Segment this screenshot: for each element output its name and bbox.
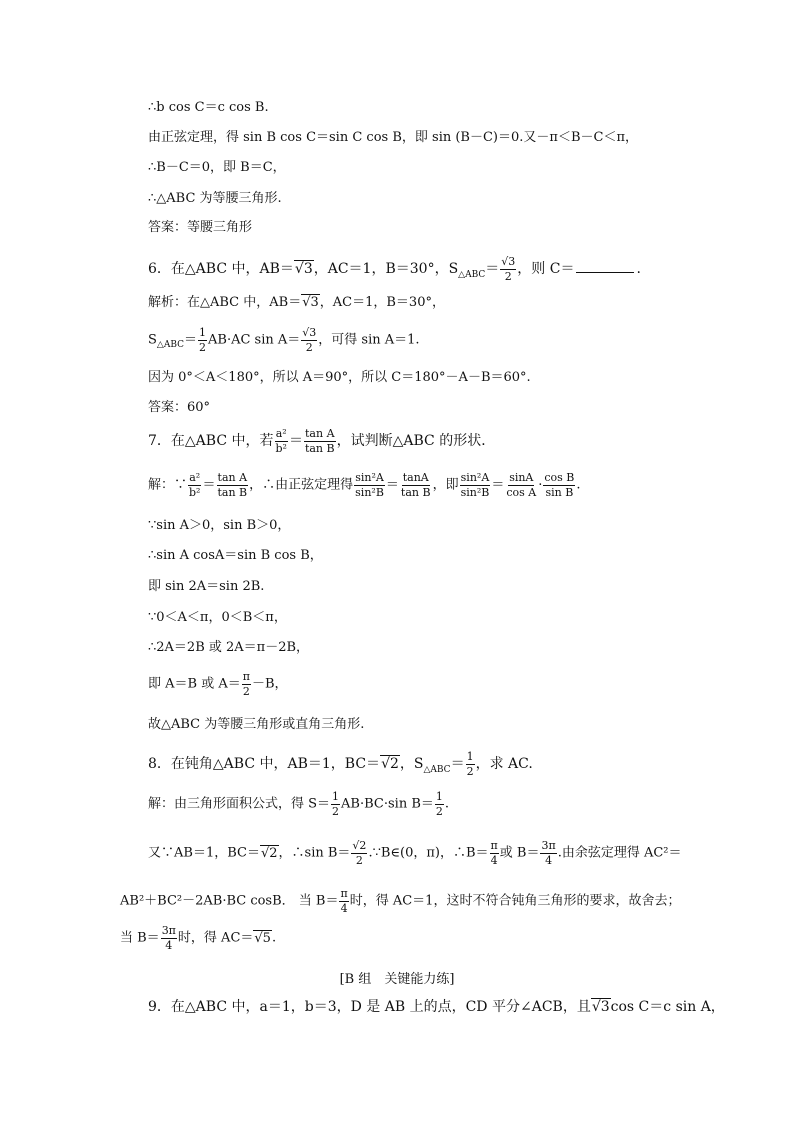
subscript: △ABC [458,269,486,280]
text: ，求 AC. [475,756,533,773]
text: cos C＝c sin A， [610,999,725,1015]
denominator: sin²B [460,485,490,499]
numerator: √3 [302,326,317,339]
numerator: 1 [332,790,340,803]
denominator: 4 [340,901,348,915]
text-line: 由正弦定理，得 sin B cos C＝sin C cos B，即 sin (B－C)＝0.又－π＜B－C＜π， [148,130,638,145]
fraction [490,840,499,866]
text: 当 B＝ [120,930,160,946]
text-line [148,327,420,353]
question-8 [148,751,533,777]
numerator: 1 [466,750,474,763]
sqrt: √2 [260,845,278,861]
fraction [188,472,201,498]
text: .由余弦定理得 AC²＝ [557,845,682,861]
text: . [444,796,450,812]
text-line [120,888,680,914]
text: ＝ [184,332,198,348]
text: . [576,477,581,493]
text-line: 答案：等腰三角形 [148,220,253,235]
text-line [148,296,445,309]
sqrt: √3 [294,261,313,278]
numerator: 3π [161,924,176,937]
fraction [435,791,444,817]
text: ＝ [485,261,500,278]
question-7 [148,428,495,454]
text: . [636,261,641,278]
text: 时，得 AC＝1，这时不符合钝角三角形的要求，故舍去； [349,893,681,909]
fraction [161,925,177,951]
text: 8．在钝角△ABC 中，AB＝1，BC＝ [148,756,381,773]
denominator: 2 [355,853,363,867]
text: ，S [399,756,424,773]
numerator: tan A [305,427,335,440]
denominator: 4 [165,938,173,952]
denominator: sin B [545,485,574,499]
text: ，即 [432,477,459,493]
numerator: cos B [544,471,575,484]
text-line: 故△ABC 为等腰三角形或直角三角形. [148,717,365,732]
text: 即 A＝B 或 A＝ [148,676,241,692]
text-line [120,925,276,951]
numerator: sin²A [460,471,490,484]
fraction [351,840,367,866]
text: ，试判断△ABC 的形状． [336,433,496,450]
numerator: π [490,839,498,852]
denominator: 4 [545,853,553,867]
text: －B， [251,676,288,692]
fraction [331,791,340,817]
denominator: 4 [490,853,498,867]
text: 时，得 AC＝ [177,930,254,946]
text-line: ∵0＜A＜π，0＜B＜π， [148,610,287,625]
text: 又∵AB＝1，BC＝ [148,845,260,861]
sqrt: √2 [381,756,399,773]
numerator: tan A [217,471,248,484]
fraction [354,472,385,498]
section-heading: [B 组 关键能力练] [339,972,455,987]
fraction [540,840,556,866]
text-line [148,472,581,498]
fraction [466,751,475,777]
denominator: tan B [217,485,248,499]
fraction [400,472,432,498]
numerator: 1 [199,326,207,339]
text: · [538,477,543,493]
denominator: cos A [506,485,537,499]
text: 解：由三角形面积公式，得 S＝ [148,796,331,812]
text: ，AC＝1，B＝30°，S [313,261,459,278]
numerator: tanA [402,471,429,484]
fraction [500,256,516,282]
numerator: 3π [541,839,556,852]
text: ，AC＝1，B＝30°， [319,295,445,310]
fraction [275,428,288,454]
fraction [339,888,348,914]
text: . [271,930,277,946]
fraction [505,472,537,498]
text: ，则 C＝ [517,261,575,278]
question-9 [148,1000,725,1014]
text-line: ∴B－C＝0，即 B＝C， [148,160,286,175]
text: 或 B＝ [499,845,540,861]
fraction [543,472,575,498]
text: S [148,332,157,348]
denominator: sin²B [355,485,384,499]
denominator: 2 [332,804,340,818]
numerator: √3 [501,255,516,268]
denominator: tan B [400,485,431,499]
denominator: b² [189,485,201,499]
numerator: sinA [509,471,534,484]
text: ，∴sin B＝ [278,845,351,861]
fraction [242,671,251,697]
answer-blank [576,272,634,273]
denominator: 2 [504,269,512,283]
subscript: △ABC [156,340,184,351]
numerator: sin²A [355,471,384,484]
fraction [460,472,491,498]
text: ＝ [288,433,303,450]
text-line: 答案：60° [148,400,211,415]
text-line: 即 sin 2A＝sin 2B. [148,579,265,594]
text: AB·BC·sin B＝ [341,796,434,812]
text: ，可得 sin A＝1. [318,332,420,348]
sqrt: √5 [254,930,271,946]
text: 6．在△ABC 中，AB＝ [148,261,294,278]
text: 解：∵ [148,477,188,493]
subscript: △ABC [423,764,451,775]
text: 解析：在△ABC 中，AB＝ [148,295,302,310]
text: ＝ [385,477,399,493]
text: ＝ [450,756,465,773]
text-line: ∴2A＝2B 或 2A＝π－2B， [148,640,310,655]
numerator: 1 [435,790,443,803]
text-line: ∴△ABC 为等腰三角形. [148,191,282,206]
denominator: 2 [305,340,313,354]
text: 9．在△ABC 中，a＝1，b＝3，D 是 AB 上的点，CD 平分∠ACB，且 [148,999,591,1015]
fraction [304,428,336,454]
denominator: b² [275,441,287,455]
denominator: 2 [242,684,250,698]
sqrt: √3 [302,295,319,310]
fraction [198,327,207,353]
text-line: ∴sin A cosA＝sin B cos B， [148,548,323,563]
denominator: 2 [435,804,443,818]
text: .∵B∈(0，π)，∴B＝ [368,845,489,861]
numerator: π [242,670,250,683]
numerator: √2 [352,839,367,852]
text: ，∴由正弦定理得 [249,477,354,493]
text: AB²＋BC²－2AB·BC cosB． 当 B＝ [120,893,339,909]
fraction [301,327,317,353]
numerator: π [340,887,348,900]
text: AB·AC sin A＝ [208,332,301,348]
numerator: a² [189,471,201,484]
text: 7．在△ABC 中，若 [148,433,274,450]
denominator: tan B [304,441,335,455]
sqrt: √3 [591,999,610,1015]
text: ＝ [491,477,505,493]
denominator: 2 [199,340,207,354]
text: ＝ [202,477,216,493]
text-line: ∴b cos C＝c cos B. [148,100,269,115]
text-line [148,840,682,866]
text-line: 因为 0°＜A＜180°，所以 A＝90°，所以 C＝180°－A－B＝60°. [148,370,531,385]
numerator: a² [275,427,287,440]
fraction [216,472,248,498]
question-6 [148,256,641,282]
text-line [148,671,288,697]
denominator: 2 [466,764,474,778]
text-line [148,791,449,817]
text-line: ∵sin A＞0，sin B＞0， [148,518,291,533]
